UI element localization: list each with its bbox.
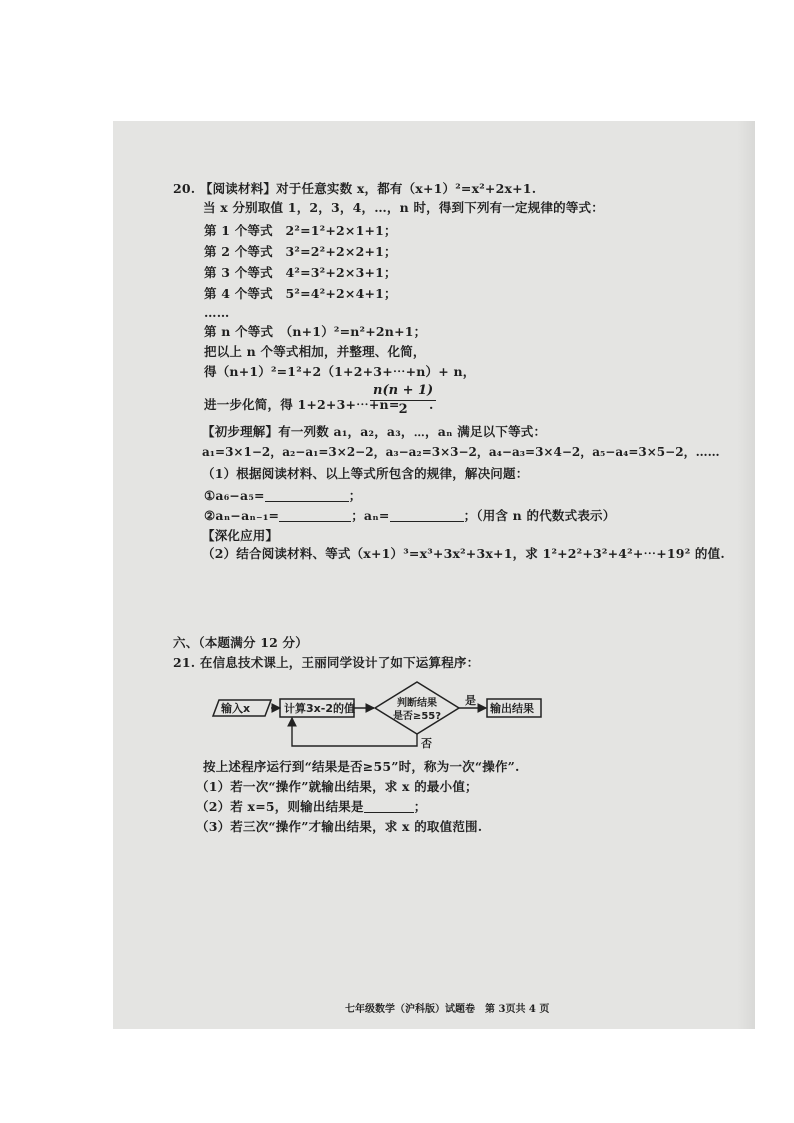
flow-output-label: 输出结果: [490, 702, 534, 715]
q20-prelim-title: 【初步理解】有一列数 a₁，a₂，a₃，⋯，aₙ 满足以下等式：: [202, 424, 547, 439]
fraction-denominator: 2: [398, 402, 408, 417]
flow-yes-label: 是: [465, 694, 476, 707]
flow-input-label: 输入x: [221, 702, 251, 715]
q20-result-line: 得（n+1）²=1²+2（1+2+3+⋯+n）+ n，: [204, 364, 476, 379]
q20-equation: 第 2 个等式 3²=2²+2×2+1；: [204, 244, 397, 259]
q20-fraction-period: .: [429, 397, 434, 412]
q20-part1-a-end: ；: [348, 488, 362, 503]
q20-equation-n: 第 n 个等式 （n+1）²=n²+2n+1；: [204, 324, 427, 339]
q20-part1-b-end: ；（用含 n 的代数式表示）: [463, 508, 616, 523]
q20-part1-b-label: ②aₙ−aₙ₋₁=: [204, 508, 280, 523]
q21-title: 21. 在信息技术课上，王丽同学设计了如下运算程序：: [173, 655, 480, 670]
q20-equation: 第 1 个等式 2²=1²+2×1+1；: [204, 223, 397, 238]
q20-intro: 当 x 分别取值 1，2，3，4，…，n 时，得到下列有一定规律的等式：: [203, 200, 604, 215]
flow-no-label: 否: [421, 737, 432, 750]
q20-ellipsis: ……: [204, 305, 230, 320]
fraction-numerator: n(n + 1): [370, 383, 436, 401]
q20-part1-a: [204, 488, 361, 504]
q20-part1-b: [204, 508, 615, 524]
q20-equation: 第 3 个等式 4²=3²+2×3+1；: [204, 265, 397, 280]
q20-sum-line: 把以上 n 个等式相加，并整理、化简，: [204, 344, 426, 359]
q20-prelim-equations: a₁=3×1−2，a₂−a₁=3×2−2，a₃−a₂=3×3−2，a₄−a₃=3×4−2，a₅−a₄=3×5−2，……: [202, 445, 720, 459]
page-footer: 七年级数学（沪科版）试题卷 第 3页共 4 页: [345, 1004, 550, 1015]
q20-simplify-line: 进一步化简，得 1+2+3+⋯+n=: [204, 397, 400, 412]
q21-part2: [196, 799, 426, 815]
q20-part1-a-label: ①a₆−a₅=: [204, 488, 265, 503]
q20-title: 20. 【阅读材料】对于任意实数 x，都有（x+1）²=x²+2x+1.: [173, 181, 537, 196]
answer-blank[interactable]: [279, 521, 351, 522]
flowchart: [210, 678, 550, 750]
q20-deep-title: 【深化应用】: [202, 528, 279, 543]
section-6-title: 六、（本题满分 12 分）: [173, 635, 308, 650]
q20-fraction: [370, 383, 436, 417]
answer-blank[interactable]: [390, 521, 464, 522]
q21-part1: （1）若一次“操作”就输出结果，求 x 的最小值；: [196, 779, 478, 794]
flow-decision-label-1: 判断结果: [397, 698, 437, 709]
q20-part1: （1）根据阅读材料、以上等式所包含的规律，解决问题：: [202, 466, 529, 481]
q21-part2-label: （2）若 x=5，则输出结果是: [196, 799, 364, 814]
answer-blank[interactable]: [265, 501, 349, 502]
flow-decision-label-2: 是否≥55?: [392, 711, 442, 722]
q21-part3: （3）若三次“操作”才输出结果，求 x 的取值范围.: [196, 819, 483, 834]
q20-part1-b-mid: ；aₙ=: [351, 508, 390, 523]
answer-blank[interactable]: [364, 812, 414, 813]
flow-compute-label: 计算3x-2的值: [284, 702, 355, 715]
q20-part2: （2）结合阅读材料、等式（x+1）³=x³+3x²+3x+1，求 1²+2²+3²+4²+⋯+19² 的值.: [202, 546, 725, 561]
q20-equation: 第 4 个等式 5²=4²+2×4+1；: [204, 286, 397, 301]
q21-part2-end: ；: [413, 799, 427, 814]
q21-description: 按上述程序运行到“结果是否≥55”时，称为一次“操作”.: [203, 759, 520, 774]
